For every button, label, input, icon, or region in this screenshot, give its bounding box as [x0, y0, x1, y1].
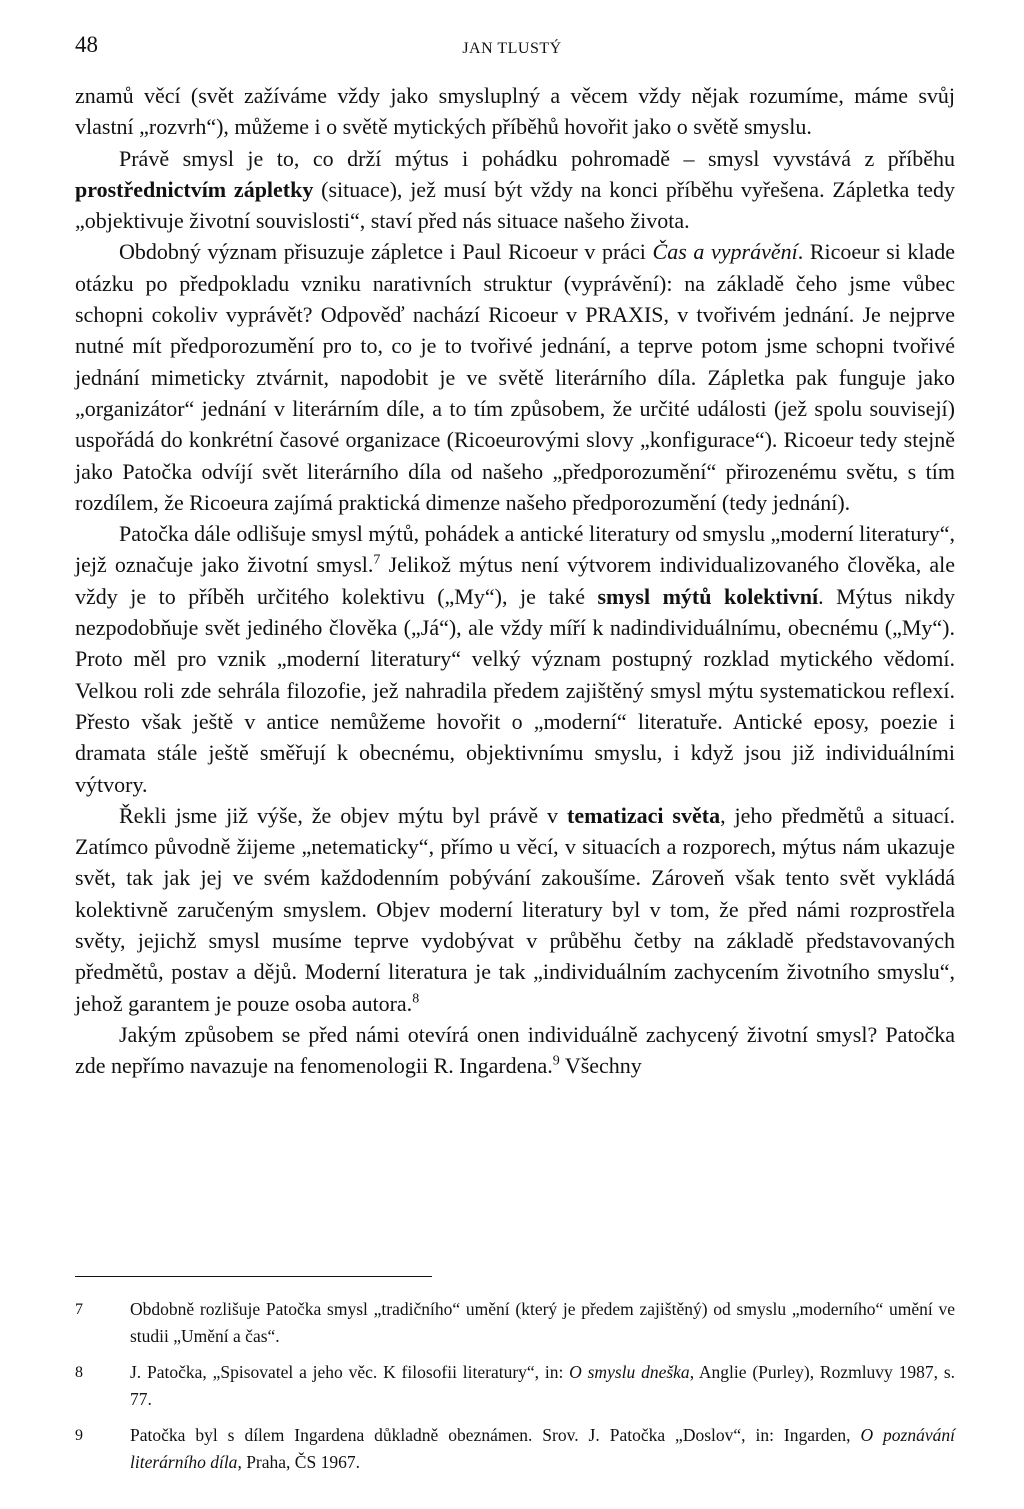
emphasis-bold: smysl mýtů kolektivní [597, 583, 819, 609]
footnote-number: 8 [75, 1364, 83, 1381]
footnote [75, 1359, 955, 1413]
paragraph [75, 518, 955, 800]
text-run: Právě smysl je to, co drží mýtus i pohádku pohromadě – smysl vyvstává z příběhu [119, 145, 955, 171]
footnote [75, 1296, 955, 1350]
footnote-divider [75, 1276, 432, 1277]
title-italic: O smyslu dneška [569, 1362, 690, 1382]
text-run: , jeho předmětů a situací. Zatímco původně žijeme „netematicky“, přímo u věcí, v situacích a rozporech, mýtus nám ukazuje svět, tak jak jej ve svém každodenním pobývání zakoušíme. Zároveň však tento svět vykládá kolektivně zaručeným smyslem. Objev moderní literatury byl v tom, že před námi rozprostřela světy, jejichž smysl musíme teprve vydobývat v průběhu četby na základě představovaných předmětů, postav a dějů. Moderní literatura je tak „individuálním zachycením životního smyslu“, jehož garantem je pouze osoba autora. [75, 802, 955, 1016]
footnote-ref[interactable]: 9 [552, 1053, 560, 1069]
text-run: Jelikož mýtus není výtvorem individualizovaného člověka, ale vždy je to příběh určitého kolektivu („My“), je také [75, 552, 955, 609]
text-run: Řekli jsme již výše, že objev mýtu byl právě v [119, 802, 567, 828]
paragraph [75, 80, 955, 143]
paragraph [75, 1019, 955, 1082]
paragraph [75, 800, 955, 1019]
running-head: JAN TLUSTÝ [462, 40, 562, 57]
body-text [75, 80, 955, 1082]
text-run: Jakým způsobem se před námi otevírá onen individuálně zachycený životní smysl? Patočka zde nepřímo navazuje na fenomenologii R. Ingardena. [75, 1021, 955, 1079]
footnote-number: 7 [75, 1301, 83, 1318]
footnote-ref[interactable]: 8 [412, 991, 420, 1007]
text-run: (situace), jež musí být vždy na konci příběhu vyřešena. Zápletka tedy „objektivuje životní souvislosti“, staví před nás situace našeho života. [75, 176, 955, 234]
footnote-text [130, 1359, 955, 1413]
text-run: . Ricoeur si klade otázku po předpokladu vzniku narativních struktur (vyprávění): na základě čeho jsme vůbec schopni cokoliv vyprávět? Odpověď nachází Ricoeur v PRAXIS, v tvořivém jednání. Je nejprve nutné mít předporozumění pro to, co je to tvořivé jednání, a teprve potom jsme schopni tvořivé jednání mimeticky ztvárnit, napodobit je ve světě literárního díla. Zápletka pak funguje jako „organizátor“ jednání v literárním díle, a to tím způsobem, že určité události (jež spolu souvisejí) uspořádá do konkrétní časové organizace (Ricoeurovými slovy „konfigurace“). Ricoeur tedy stejně jako Patočka odvíjí svět literárního díla od našeho „předporozumění“ přirozenému světu, s tím rozdílem, že Ricoeura zajímá praktická dimenze našeho předporozumění (tedy jednání). [75, 239, 955, 515]
text-run: , Anglie (Purley), Rozmluvy 1987, s. 77. [130, 1362, 956, 1409]
footnote-text [130, 1296, 955, 1350]
text-run: J. Patočka, „Spisovatel a jeho věc. K filosofii literatury“, in: [130, 1362, 570, 1382]
emphasis-bold: tematizaci světa [567, 802, 721, 828]
paragraph [75, 143, 955, 237]
text-run: Obdobný význam přisuzuje zápletce i Paul Ricoeur v práci [119, 239, 653, 265]
footnote-number: 9 [75, 1427, 83, 1444]
text-run: Patočka dále odlišuje smysl mýtů, pohádek a antické literatury od smyslu „moderní literatury“, jejž označuje jako životní smysl. [75, 521, 955, 578]
footnote-text [130, 1422, 955, 1476]
emphasis-bold: prostřednictvím zápletky [75, 176, 314, 202]
text-run: . Mýtus nikdy nezpodobňuje svět jediného člověka („Já“), ale vždy míří k nadindividuálnímu, obecnému („My“). Proto měl pro vznik „moderní literatury“ velký význam postupný rozklad mytického vědomí. Velkou roli zde sehrála filozofie, jež nahradila předem zajištěný smysl mýtu systematickou reflexí. Přesto však ještě v antice nemůžeme hovořit o „moderní“ literatuře. Antické eposy, poezie i dramata stále ještě směřují k obecnému, objektivnímu smyslu, i když jsou již individuálními výtvory. [75, 583, 955, 797]
footnote-ref[interactable]: 7 [373, 553, 381, 569]
footnotes [75, 1296, 955, 1485]
text-run: , Praha, ČS 1967. [237, 1452, 360, 1472]
text-run: Všechny [559, 1053, 642, 1079]
paragraph [75, 236, 955, 518]
title-italic: O poznávání literárního díla [130, 1425, 955, 1472]
text-run: znamů věcí (svět zažíváme vždy jako smysluplný a věcem vždy nějak rozumíme, máme svůj vlastní „rozvrh“), můžeme i o světě mytických příběhů hovořit jako o světě smyslu. [75, 83, 955, 140]
page-number: 48 [75, 32, 98, 57]
text-run: Patočka byl s dílem Ingardena důkladně obeznámen. Srov. J. Patočka „Doslov“, in: Ingarden, [130, 1425, 861, 1445]
text-run: Obdobně rozlišuje Patočka smysl „tradičního“ umění (který je předem zajištěný) od smyslu „moderního“ umění ve studii „Umění a čas“. [130, 1299, 955, 1346]
title-italic: Čas a vyprávění [652, 239, 798, 265]
footnote [75, 1422, 955, 1476]
